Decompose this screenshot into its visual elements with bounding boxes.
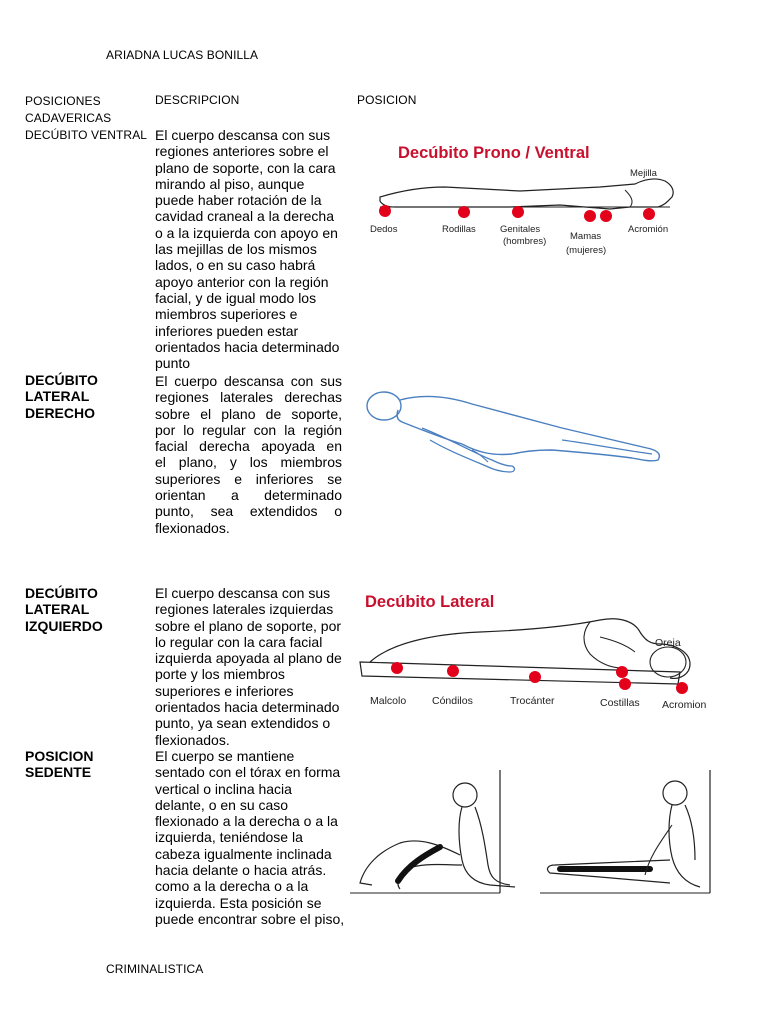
point-malcolo <box>391 662 403 674</box>
decubito-ventral-illustration <box>360 135 700 260</box>
point-acromion <box>676 682 688 694</box>
point-genitales <box>512 206 524 218</box>
decubito-lateral-derecho-illustration <box>362 380 682 480</box>
point-rodillas <box>458 206 470 218</box>
row-description-decubito-ventral: El cuerpo descansa con sus regiones anteriores sobre el plano de soporte, con la cara mirando al piso, aunque puede haber rotación de la cavidad craneal a la derecha o a la izquierda con apoyo en las mejillas de los mismos lados, o en su caso habrá apoyo anterior con la región facial, y de igual modo los miembros superiores e inferiores pueden estar orientados hacia determinado punto <box>155 127 340 372</box>
label-hombres: (hombres) <box>503 236 547 247</box>
row-description-decubito-lateral-izquierdo: El cuerpo descansa con sus regiones laterales izquierdas sobre el plano de soporte, por lo regular con la cara facial izquierda apoyada al plano de porte y los miembros superiores e inferiores orientados hacia determinado punto, ya sean extendidos o flexionados. <box>155 585 342 748</box>
label-dedos: Dedos <box>370 224 398 235</box>
footer-subject: CRIMINALISTICA <box>106 962 204 976</box>
label-genitales: Genitales <box>500 224 541 235</box>
label-acromion: Acromion <box>662 699 707 711</box>
row-title-posicion-sedente: POSICION SEDENTE <box>25 748 94 781</box>
point-mamas-1 <box>584 210 596 222</box>
row-description-decubito-lateral-derecho: El cuerpo descansa con sus regiones laterales derechas sobre el plano de soporte, por lo regular con la región facial derecha apoyada en el plano, y los miembros superiores e inferiores se orientan a determinado punto, sea extendidos o flexionados. <box>155 373 342 536</box>
column-header-descripcion: DESCRIPCION <box>155 93 240 107</box>
decubito-lateral-izquierdo-illustration <box>350 582 720 717</box>
point-acromion <box>643 208 655 220</box>
label-condilos: Cóndilos <box>432 695 473 707</box>
label-trocanter: Trocánter <box>510 695 555 707</box>
row-title-decubito-lateral-izquierdo: DECÚBITO LATERAL IZQUIERDO <box>25 585 103 634</box>
label-acromion: Acromión <box>628 224 669 235</box>
author-name: ARIADNA LUCAS BONILLA <box>106 48 259 62</box>
label-mejilla: Mejilla <box>630 168 657 179</box>
column-header-posiciones: POSICIONES CADAVERICAS <box>25 94 112 125</box>
point-mamas-2 <box>600 210 612 222</box>
row-description-posicion-sedente: El cuerpo se mantiene sentado con el tórax en forma vertical o inclina hacia delante, o en su caso flexionado a la derecha o a la izquierda, teniéndose la cabeza igualmente inclinada hacia delante o hacia atrás. como a la derecha o a la izquierda. Esta posición se puede encontrar sobre el piso, <box>155 748 345 927</box>
point-costillas-1 <box>616 666 628 678</box>
label-costillas: Costillas <box>600 697 640 709</box>
illustration-title: Decúbito Prono / Ventral <box>398 144 590 162</box>
label-malcolo: Malcolo <box>370 695 407 707</box>
label-oreja: Oreja <box>655 637 681 649</box>
point-trocanter <box>529 671 541 683</box>
label-mamas: Mamas <box>570 231 602 242</box>
column-header-posicion: POSICION <box>357 93 417 107</box>
point-condilos <box>447 665 459 677</box>
point-costillas-2 <box>619 678 631 690</box>
row-title-decubito-lateral-derecho: DECÚBITO LATERAL DERECHO <box>25 372 98 421</box>
row-title-decubito-ventral: DECÚBITO VENTRAL <box>25 128 148 142</box>
label-rodillas: Rodillas <box>442 224 476 235</box>
illustration-title: Decúbito Lateral <box>365 593 495 611</box>
label-mujeres: (mujeres) <box>566 245 607 256</box>
posicion-sedente-illustration <box>350 765 720 900</box>
point-dedos <box>379 205 391 217</box>
